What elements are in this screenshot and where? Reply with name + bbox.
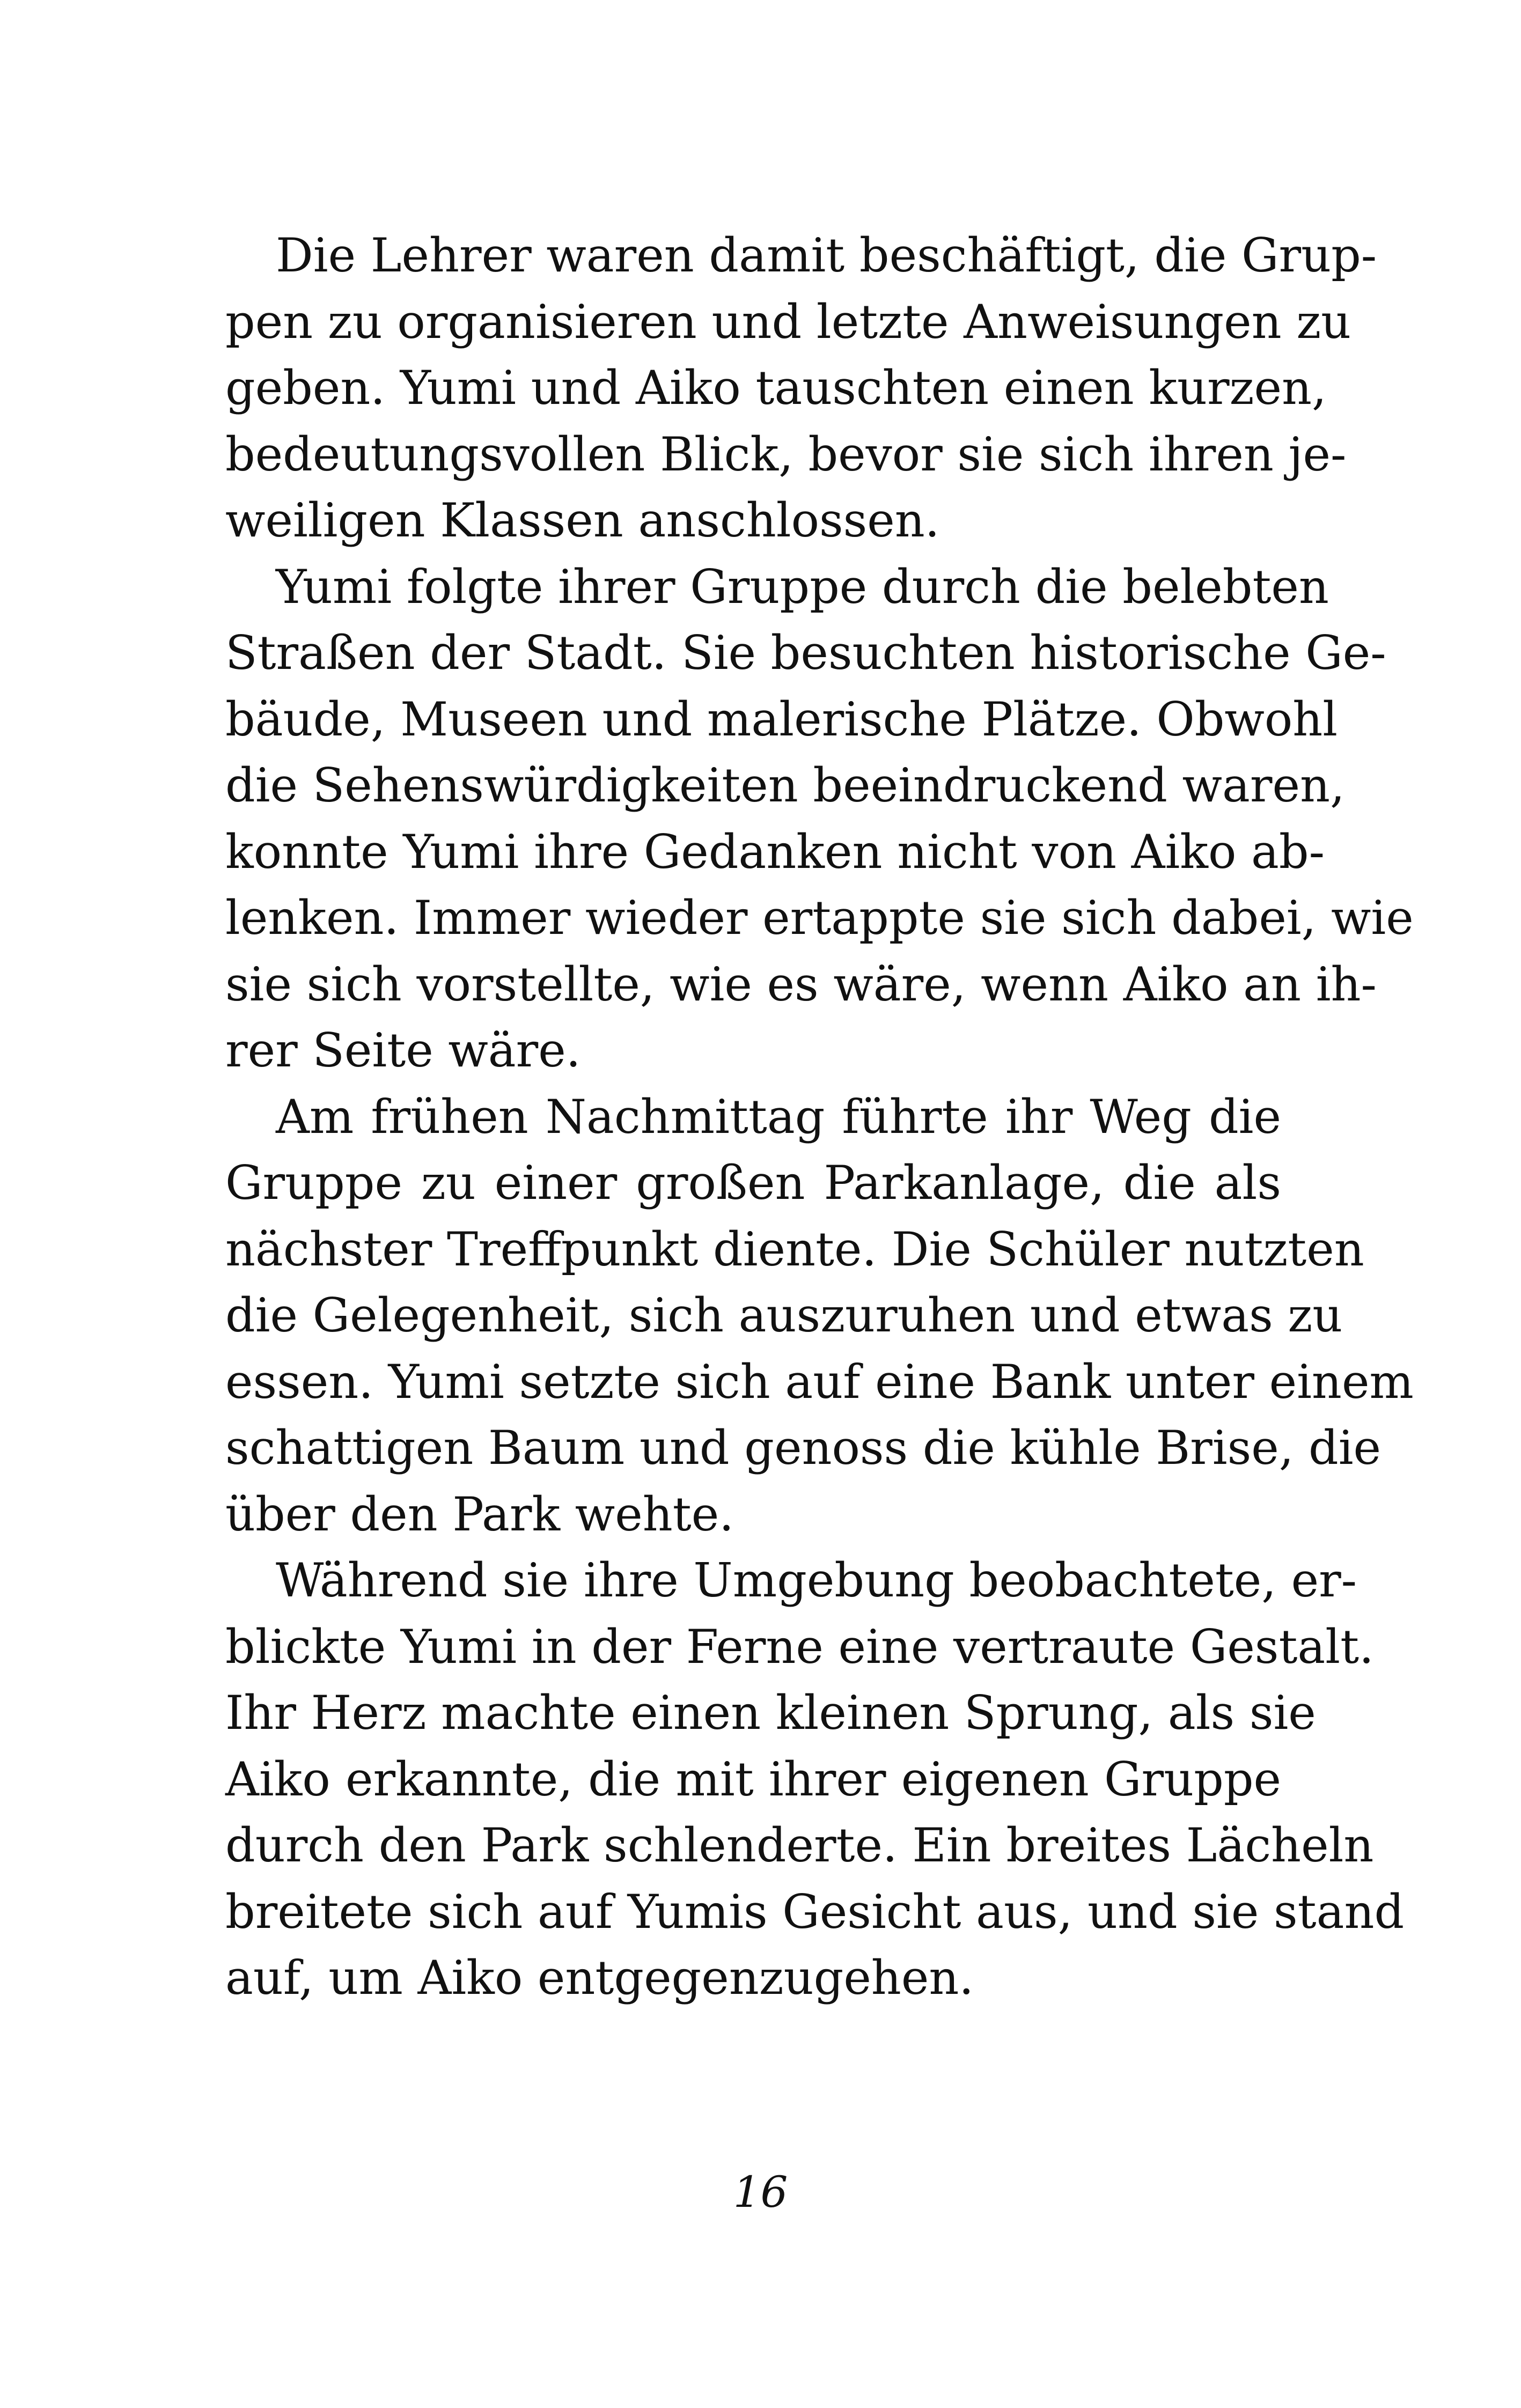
text-line: bäude, Museen und malerische Plätze. Obwohl [225, 691, 1338, 747]
text-line: pen zu organisieren und letzte Anweisungen zu [225, 294, 1351, 349]
text-line: essen. Yumi setzte sich auf eine Bank unter einem [225, 1354, 1414, 1409]
text-line: blickte Yumi in der Ferne eine vertraute Gestalt. [225, 1619, 1374, 1674]
text-line: Am frühen Nachmittag führte ihr Weg die [276, 1089, 1281, 1144]
text-line: über den Park wehte. [225, 1486, 734, 1542]
text-line: durch den Park schlenderte. Ein breites Lächeln [225, 1818, 1374, 1873]
text-line: rer Seite wäre. [225, 1023, 581, 1078]
paragraph-3 [225, 1084, 1414, 1548]
text-line: schattigen Baum und genoss die kühle Brise, die [225, 1420, 1382, 1475]
text-line: auf, um Aiko entgegenzugehen. [225, 1950, 974, 2005]
text-line: Yumi folgte ihrer Gruppe durch die belebten [276, 559, 1329, 614]
paragraph-1 [225, 223, 1377, 554]
text-line: nächster Treffpunkt diente. Die Schüler nutzten [225, 1221, 1364, 1277]
page-number: 16 [733, 2167, 788, 2217]
paragraph-4 [225, 1548, 1405, 2012]
text-line: die Sehenswürdigkeiten beeindruckend waren, [225, 758, 1345, 813]
text-line: Gruppe zu einer großen Parkanlage, die als [225, 1155, 1281, 1210]
text-line: lenken. Immer wieder ertappte sie sich dabei, wie [225, 890, 1414, 945]
text-line: Straßen der Stadt. Sie besuchten historische Ge- [225, 625, 1386, 680]
text-line: Aiko erkannte, die mit ihrer eigenen Gruppe [225, 1751, 1281, 1807]
body-text [225, 223, 1414, 2012]
text-line: breitete sich auf Yumis Gesicht aus, und sie stand [225, 1884, 1405, 1939]
text-line: geben. Yumi und Aiko tauschten einen kurzen, [225, 360, 1327, 415]
text-line: die Gelegenheit, sich auszuruhen und etwas zu [225, 1288, 1343, 1343]
text-line: Ihr Herz machte einen kleinen Sprung, als sie [225, 1685, 1316, 1740]
text-line: konnte Yumi ihre Gedanken nicht von Aiko ab- [225, 824, 1325, 879]
text-line: weiligen Klassen anschlossen. [225, 493, 940, 548]
text-line: bedeutungsvollen Blick, bevor sie sich ihren je- [225, 426, 1347, 482]
text-line: Während sie ihre Umgebung beobachtete, er- [276, 1553, 1357, 1608]
text-line: Die Lehrer waren damit beschäftigt, die Grup- [276, 228, 1377, 283]
paragraph-2 [225, 554, 1414, 1084]
text-line: sie sich vorstellte, wie es wäre, wenn Aiko an ih- [225, 956, 1377, 1012]
